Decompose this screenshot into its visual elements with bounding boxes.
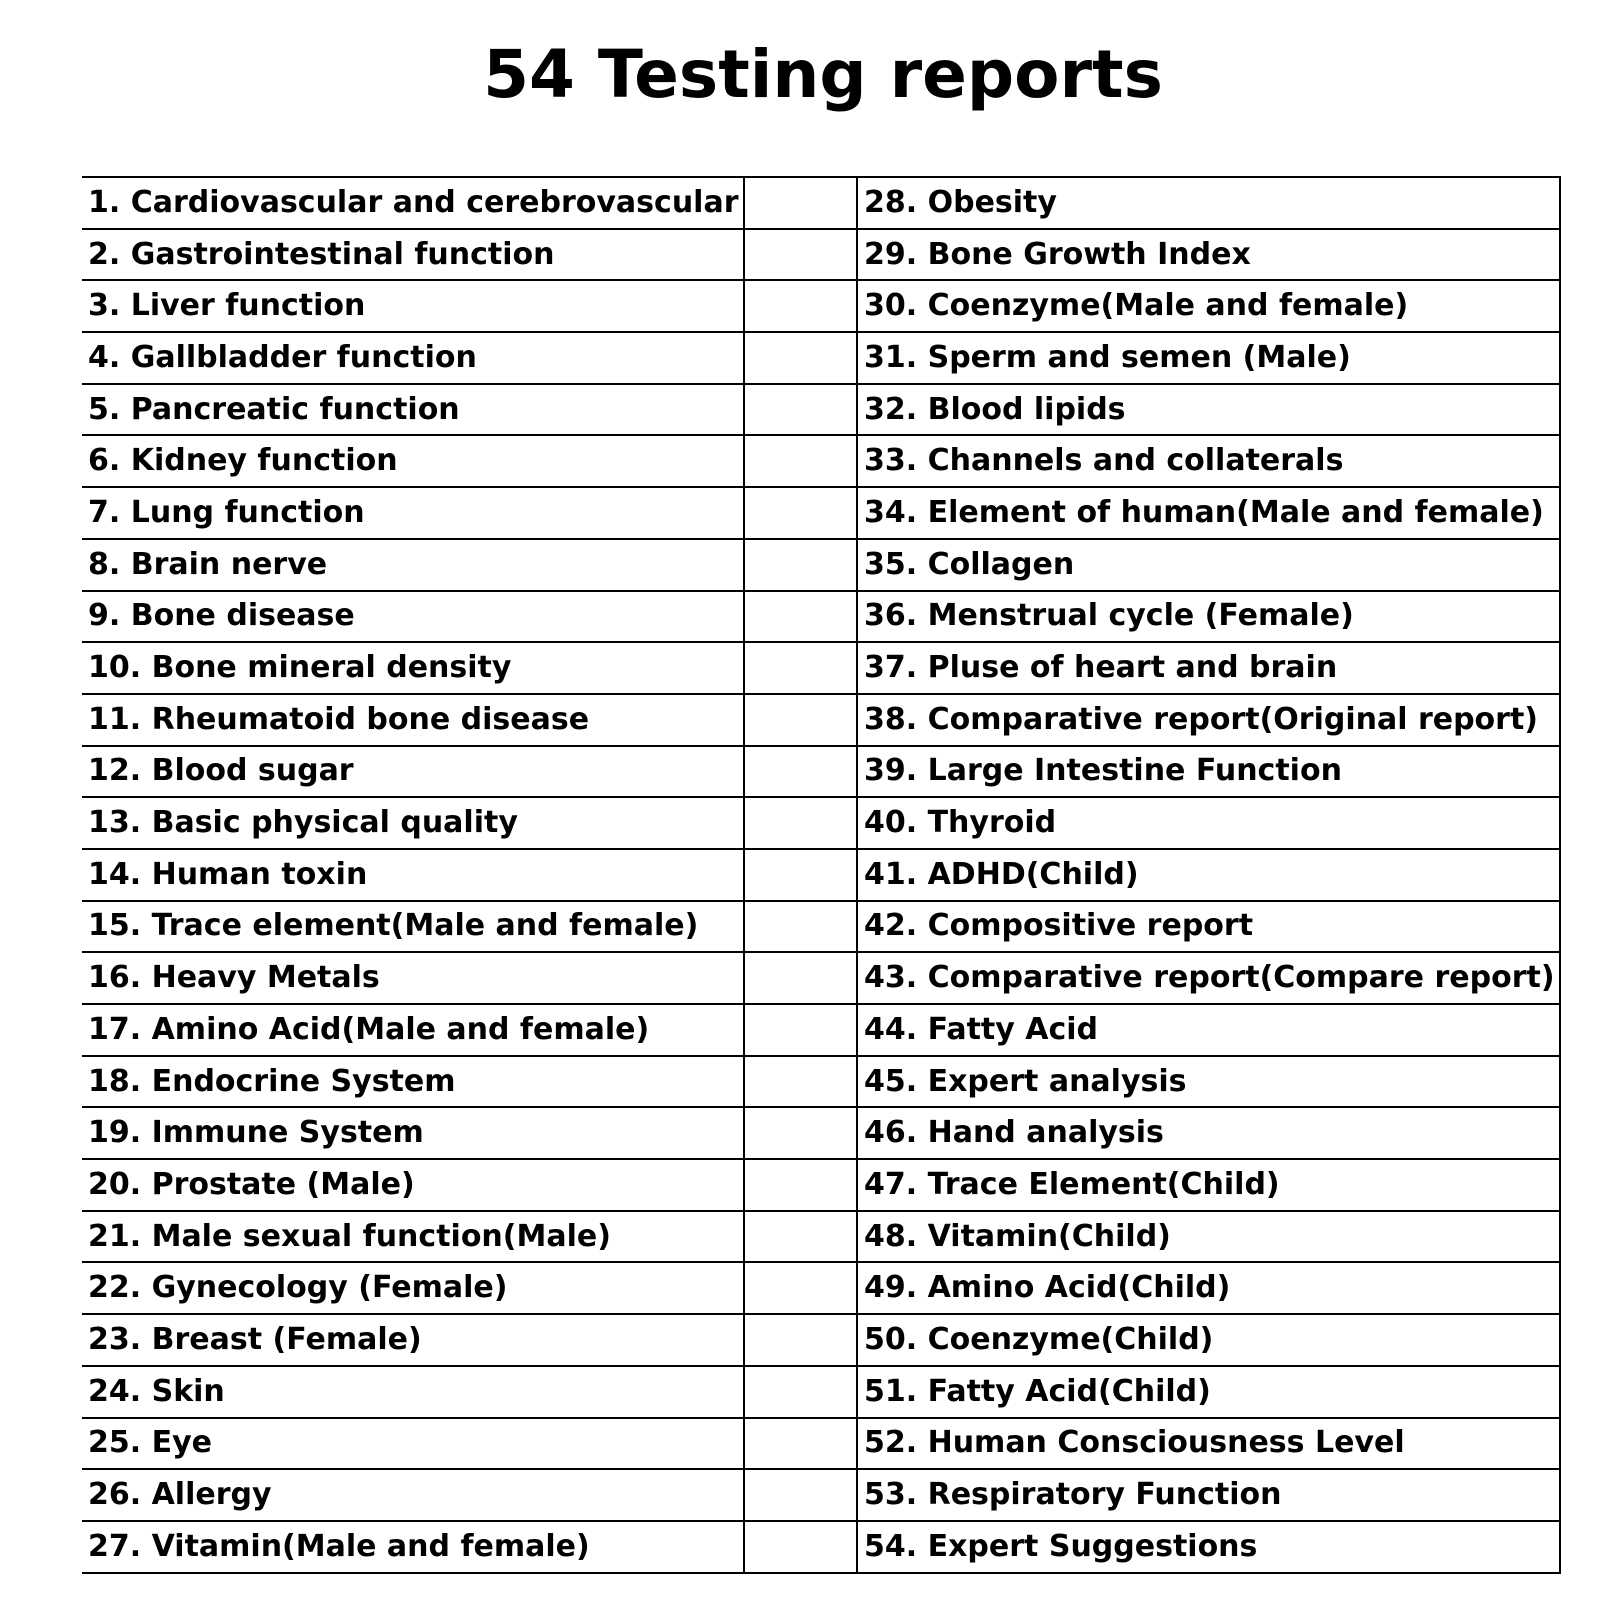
report-item-right: 53. Respiratory Function <box>857 1469 1560 1521</box>
report-item-left: 8. Brain nerve <box>82 539 744 591</box>
table-row <box>82 1107 1560 1159</box>
page-title: 54 Testing reports <box>483 36 1163 113</box>
table-row <box>82 1469 1560 1521</box>
empty-cell <box>744 1211 857 1263</box>
table-row <box>82 746 1560 798</box>
report-item-left: 14. Human toxin <box>82 849 744 901</box>
report-item-left: 26. Allergy <box>82 1469 744 1521</box>
empty-cell <box>744 591 857 643</box>
table-row <box>82 797 1560 849</box>
table-row <box>82 591 1560 643</box>
table-row <box>82 901 1560 953</box>
empty-cell <box>744 539 857 591</box>
report-item-right: 54. Expert Suggestions <box>857 1521 1560 1573</box>
report-item-right: 52. Human Consciousness Level <box>857 1418 1560 1470</box>
table-row <box>82 1211 1560 1263</box>
report-item-left: 20. Prostate (Male) <box>82 1159 744 1211</box>
empty-cell <box>744 642 857 694</box>
table-row <box>82 1418 1560 1470</box>
report-item-right: 43. Comparative report(Compare report) <box>857 952 1560 1004</box>
table-row <box>82 384 1560 436</box>
report-item-right: 39. Large Intestine Function <box>857 746 1560 798</box>
report-item-left: 5. Pancreatic function <box>82 384 744 436</box>
report-item-right: 44. Fatty Acid <box>857 1004 1560 1056</box>
report-item-left: 2. Gastrointestinal function <box>82 229 744 281</box>
table-row <box>82 435 1560 487</box>
report-item-left: 25. Eye <box>82 1418 744 1470</box>
empty-cell <box>744 952 857 1004</box>
report-item-right: 50. Coenzyme(Child) <box>857 1314 1560 1366</box>
report-item-left: 6. Kidney function <box>82 435 744 487</box>
empty-cell <box>744 1107 857 1159</box>
table-row <box>82 1521 1560 1573</box>
empty-cell <box>744 1004 857 1056</box>
reports-table <box>82 176 1561 1574</box>
table-row <box>82 1262 1560 1314</box>
report-item-right: 42. Compositive report <box>857 901 1560 953</box>
report-item-left: 7. Lung function <box>82 487 744 539</box>
empty-cell <box>744 435 857 487</box>
report-item-right: 40. Thyroid <box>857 797 1560 849</box>
table-row <box>82 487 1560 539</box>
report-item-left: 15. Trace element(Male and female) <box>82 901 744 953</box>
report-item-left: 10. Bone mineral density <box>82 642 744 694</box>
empty-cell <box>744 1366 857 1418</box>
report-item-left: 13. Basic physical quality <box>82 797 744 849</box>
table-row <box>82 539 1560 591</box>
empty-cell <box>744 1159 857 1211</box>
report-item-right: 48. Vitamin(Child) <box>857 1211 1560 1263</box>
report-item-left: 16. Heavy Metals <box>82 952 744 1004</box>
empty-cell <box>744 901 857 953</box>
table-row <box>82 849 1560 901</box>
empty-cell <box>744 1418 857 1470</box>
table-row <box>82 694 1560 746</box>
report-item-left: 22. Gynecology (Female) <box>82 1262 744 1314</box>
table-row <box>82 1159 1560 1211</box>
empty-cell <box>744 849 857 901</box>
report-item-left: 3. Liver function <box>82 280 744 332</box>
report-item-right: 41. ADHD(Child) <box>857 849 1560 901</box>
report-item-right: 51. Fatty Acid(Child) <box>857 1366 1560 1418</box>
report-item-left: 19. Immune System <box>82 1107 744 1159</box>
report-item-right: 47. Trace Element(Child) <box>857 1159 1560 1211</box>
empty-cell <box>744 1314 857 1366</box>
report-item-right: 45. Expert analysis <box>857 1056 1560 1108</box>
reports-table-body <box>82 177 1560 1573</box>
empty-cell <box>744 280 857 332</box>
report-item-right: 28. Obesity <box>857 177 1560 229</box>
report-item-left: 23. Breast (Female) <box>82 1314 744 1366</box>
report-item-right: 34. Element of human(Male and female) <box>857 487 1560 539</box>
report-item-right: 31. Sperm and semen (Male) <box>857 332 1560 384</box>
empty-cell <box>744 694 857 746</box>
table-row <box>82 1004 1560 1056</box>
report-item-right: 33. Channels and collaterals <box>857 435 1560 487</box>
empty-cell <box>744 1056 857 1108</box>
report-item-right: 36. Menstrual cycle (Female) <box>857 591 1560 643</box>
report-item-right: 38. Comparative report(Original report) <box>857 694 1560 746</box>
table-row <box>82 177 1560 229</box>
report-item-left: 21. Male sexual function(Male) <box>82 1211 744 1263</box>
table-row <box>82 642 1560 694</box>
empty-cell <box>744 487 857 539</box>
report-item-left: 9. Bone disease <box>82 591 744 643</box>
table-row <box>82 952 1560 1004</box>
empty-cell <box>744 177 857 229</box>
empty-cell <box>744 1521 857 1573</box>
report-item-left: 24. Skin <box>82 1366 744 1418</box>
report-item-left: 27. Vitamin(Male and female) <box>82 1521 744 1573</box>
table-row <box>82 1366 1560 1418</box>
report-item-right: 46. Hand analysis <box>857 1107 1560 1159</box>
table-row <box>82 229 1560 281</box>
table-row <box>82 332 1560 384</box>
empty-cell <box>744 746 857 798</box>
report-item-right: 37. Pluse of heart and brain <box>857 642 1560 694</box>
report-item-left: 4. Gallbladder function <box>82 332 744 384</box>
empty-cell <box>744 1469 857 1521</box>
empty-cell <box>744 229 857 281</box>
report-item-left: 12. Blood sugar <box>82 746 744 798</box>
report-item-right: 35. Collagen <box>857 539 1560 591</box>
empty-cell <box>744 797 857 849</box>
empty-cell <box>744 384 857 436</box>
empty-cell <box>744 332 857 384</box>
empty-cell <box>744 1262 857 1314</box>
report-item-left: 1. Cardiovascular and cerebrovascular <box>82 177 744 229</box>
report-item-left: 17. Amino Acid(Male and female) <box>82 1004 744 1056</box>
table-row <box>82 1314 1560 1366</box>
table-row <box>82 1056 1560 1108</box>
report-item-left: 11. Rheumatoid bone disease <box>82 694 744 746</box>
table-row <box>82 280 1560 332</box>
report-item-right: 29. Bone Growth Index <box>857 229 1560 281</box>
report-item-right: 32. Blood lipids <box>857 384 1560 436</box>
report-item-right: 49. Amino Acid(Child) <box>857 1262 1560 1314</box>
report-item-left: 18. Endocrine System <box>82 1056 744 1108</box>
report-item-right: 30. Coenzyme(Male and female) <box>857 280 1560 332</box>
